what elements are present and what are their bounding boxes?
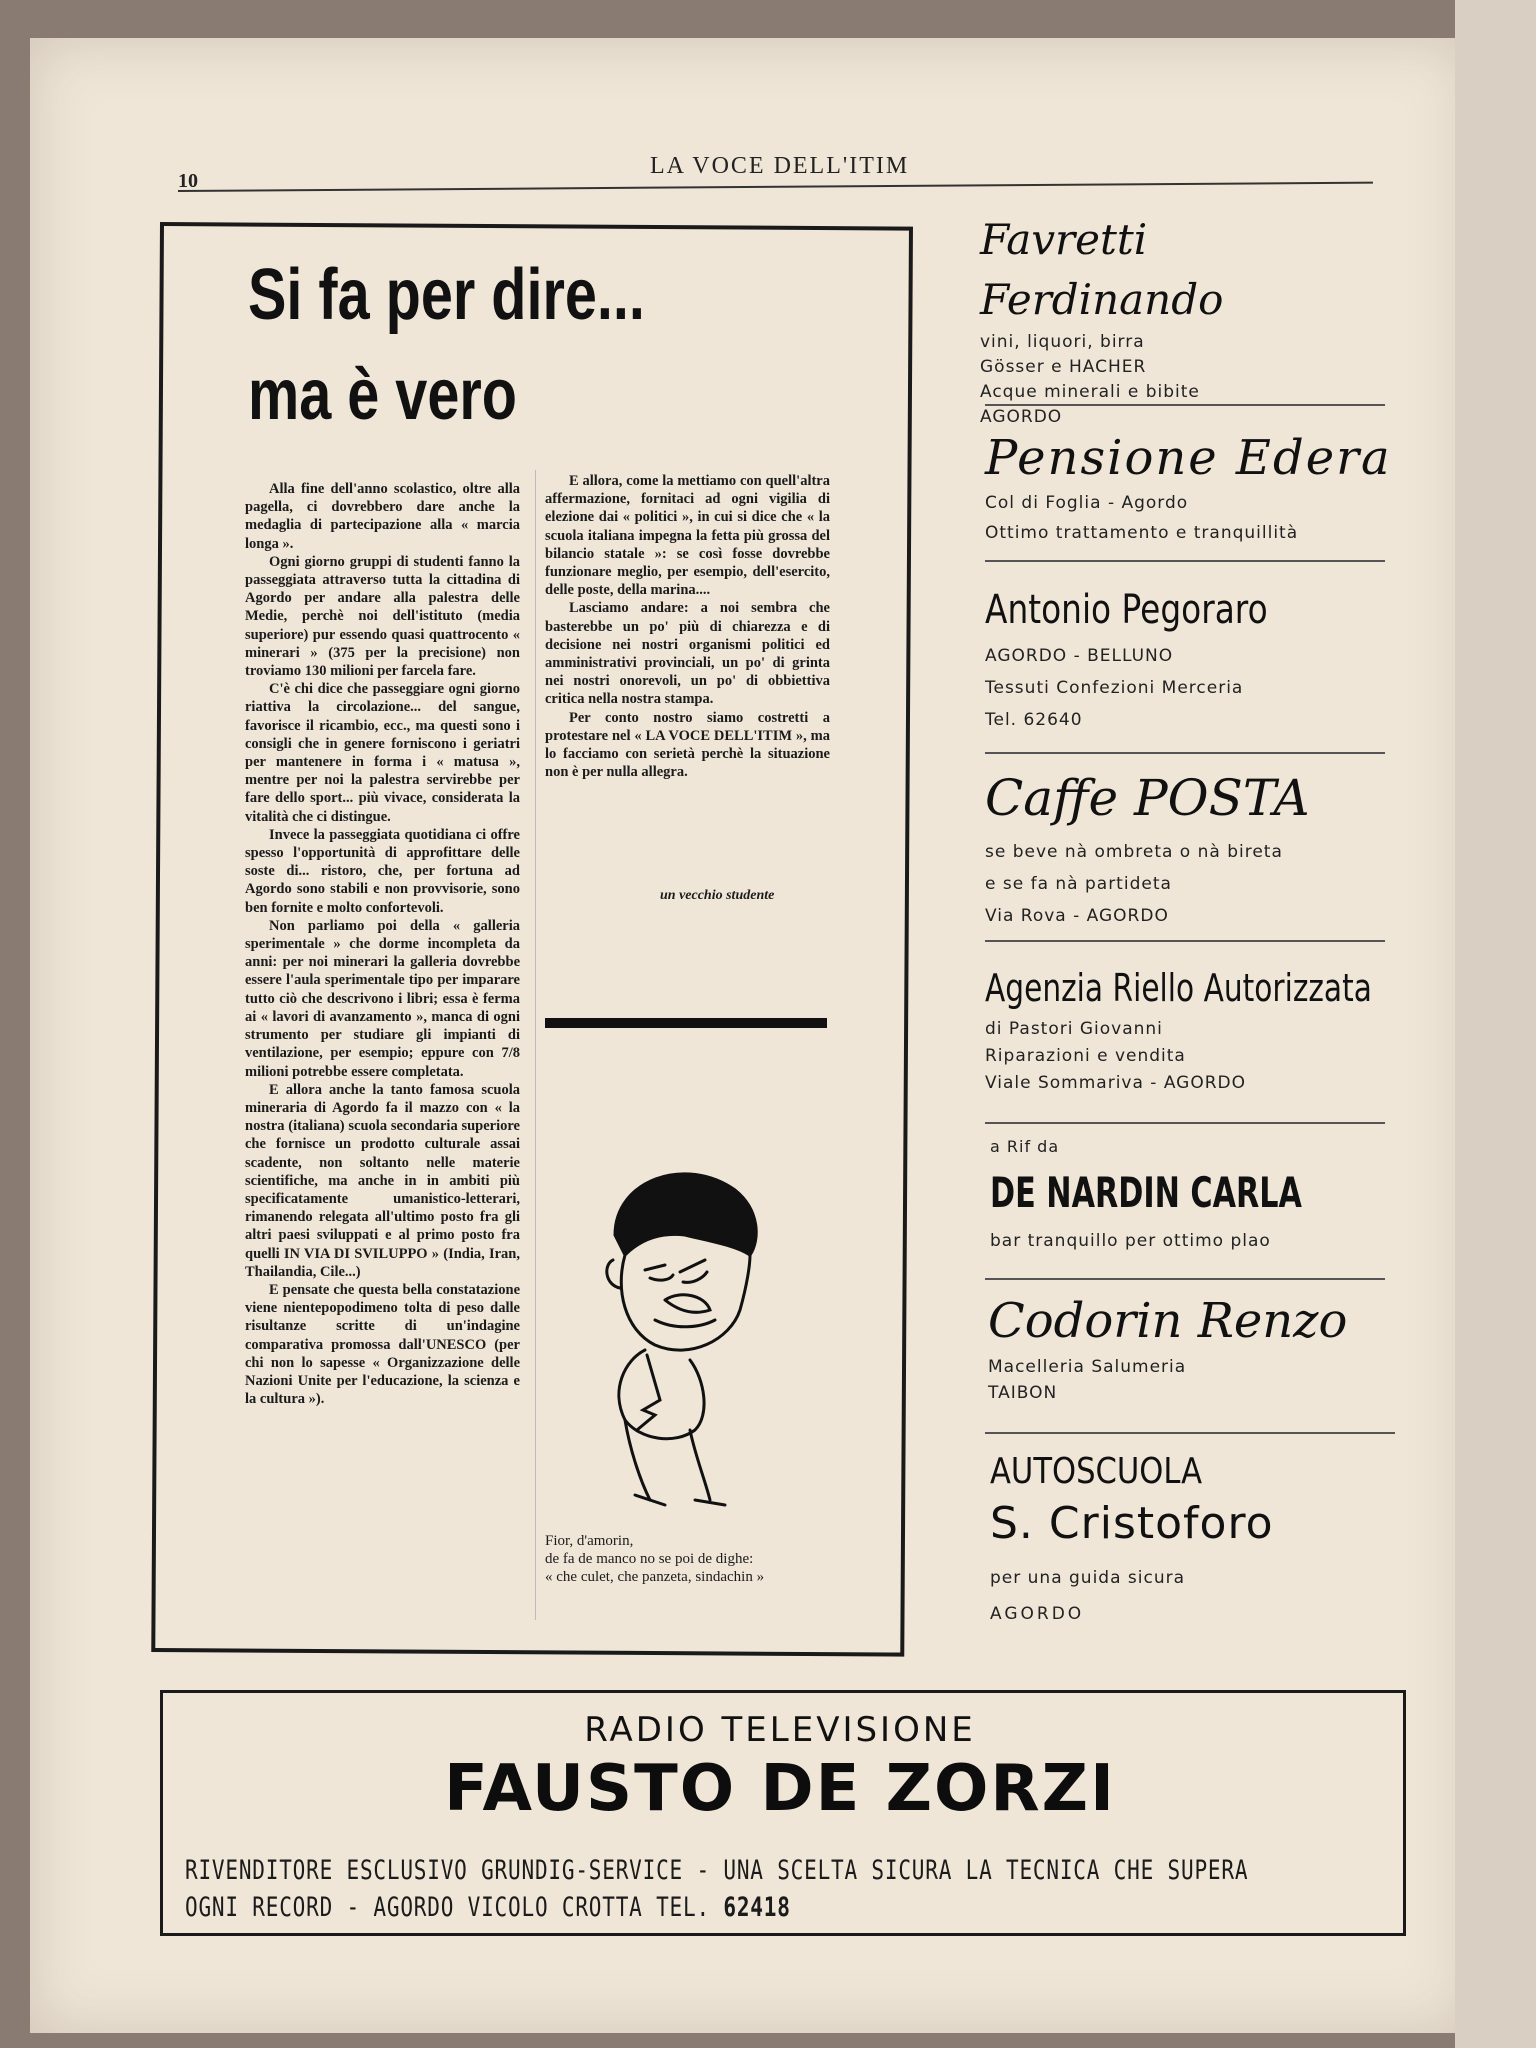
ad-line: Ottimo trattamento e tranquillità — [985, 523, 1299, 543]
ad-agenzia-riello — [985, 960, 1425, 1097]
paragraph: E pensate che questa bella constatazione viene nientepopodimeno tolta di peso dalle risultanze scritte di un'indagine comparativa promossa dall'UNESCO (per chi non lo sapesse « Organizzazione delle Nazioni Unite per l'educazione, la scienza e la cultura »). — [245, 1281, 520, 1408]
ad-line: Riparazioni e vendita — [985, 1046, 1186, 1066]
ad-antonio-pegoraro — [985, 580, 1405, 736]
ad-line: Via Rova - AGORDO — [985, 906, 1169, 926]
ad-divider — [985, 404, 1385, 406]
paragraph: E allora, come la mettiamo con quell'altra affermazione, fornitaci ad ogni vigilia di elezione dai « politici », in cui si dice che « la scuola italiana impegna la fetta più grossa del bilancio statale »: se così fosse dovrebbe funzionare meglio, per esempio, dell'esercito, delle poste, della marina.... — [545, 473, 830, 599]
paragraph: E allora anche la tanto famosa scuola mineraria di Agordo fa il mazzo con « la nostra (italiana) scuola secondaria superiore che fornisce un prodotto culturale assai scadente, non soltanto nelle materie scientifiche, ma anche in in ambiti più specificatamente umanistico-letterari, rimanendo relegata all'ultimo posto fra gli altri paesi sviluppati e al primo posto fra quelli IN VIA DI SVILUPPO » (India, Iran, Thailandia, Cile...) — [245, 1081, 520, 1280]
ad-title: Codorin Renzo — [988, 1293, 1348, 1349]
ad-codorin-renzo — [988, 1288, 1408, 1406]
ad-line: vini, liquori, birra — [980, 332, 1145, 352]
caricature-illustration — [585, 1160, 785, 1510]
paragraph: Lasciamo andare: a noi sembra che basterebbe un po' più di chiarezza e di decisione nei nostri organismi politici ed amministrativi provinciali, un po' di grinta nei nostri onorevoli, un po' di obbiettiva critica nella nostra stampa. — [545, 600, 830, 708]
ad-line: Col di Foglia - Agordo — [985, 493, 1189, 513]
column-divider — [535, 470, 536, 1620]
running-title: LA VOCE DELL'ITIM — [650, 153, 910, 179]
ad-line: se beve nà ombreta o nà bireta — [985, 842, 1283, 862]
ad-caffe-posta — [985, 760, 1405, 932]
ad-line: Gösser e HACHER — [980, 357, 1147, 377]
ad-autoscuola — [990, 1448, 1410, 1632]
ad-title: Favretti Ferdinando — [980, 215, 1224, 324]
ad-line: Tel. 62640 — [985, 710, 1083, 730]
ad-favretti — [980, 210, 1380, 430]
paragraph: Invece la passeggiata quotidiana ci offre spesso l'opportunità di approfittare delle soste di... ristoro, che, per fortuna ad Agordo sono stabili e non provvisorie, sono ben fornite e molto confortevoli. — [245, 826, 520, 916]
ad-line: per una guida sicura — [990, 1568, 1186, 1588]
bottom-ad-name: FAUSTO DE ZORZI — [444, 1752, 1116, 1826]
ad-divider — [985, 560, 1385, 562]
paragraph: Non parliamo poi della « galleria sperimentale » che dorme incompleta da anni: per noi minerari la galleria dovrebbe essere l'aula sperimentale tipo per imparare tutto ciò che descrivono i libri; essa è ferma ai « lavori di avanzamento », manca di ogni strumento per studiare gli impianti di ventilazione, per esempio; eppure con 7/8 milioni potrebbe essere completata. — [245, 917, 520, 1080]
ad-line: AGORDO — [980, 407, 1063, 427]
ad-line: Acque minerali e bibite — [980, 382, 1200, 402]
ad-line: Viale Sommariva - AGORDO — [985, 1073, 1247, 1093]
paragraph: Per conto nostro siamo costretti a protestare nel « LA VOCE DELL'ITIM », ma lo facciamo con serietà perchè la situazione non è per nulla allegra. — [545, 709, 830, 781]
caption-line: de fa de manco no se poi de dighe: — [545, 1551, 754, 1567]
headline-line-1: Si fa per dire... — [248, 255, 645, 335]
ad-line: e se fa nà partideta — [985, 874, 1172, 894]
caption-line: « che culet, che panzeta, sindachin » — [545, 1569, 765, 1585]
ad-line: a Rif da — [990, 1137, 1060, 1156]
ad-divider — [985, 940, 1385, 942]
ad-line: di Pastori Giovanni — [985, 1019, 1163, 1039]
bottom-ad-line-1: RIVENDITORE ESCLUSIVO GRUNDIG-SERVICE - UNA SCELTA SICURA LA TECNICA CHE SUPERA — [185, 1855, 1249, 1886]
ad-title: Pensione Edera — [985, 430, 1392, 486]
paragraph: Ogni giorno gruppi di studenti fanno la passeggiata attraverso tutta la cittadina di Agordo per andare alla palestra delle Medie, perchè noi dell'istituto (media superiore) pur essendo quasi quattrocento « minerari » (375 per la precisione) non troviamo 130 milioni per farcela fare. — [245, 553, 520, 680]
headline-line-2: ma è vero — [248, 355, 517, 435]
ad-line: bar tranquillo per ottimo plao — [990, 1231, 1271, 1251]
ad-line: Macelleria Salumeria — [988, 1357, 1187, 1377]
ad-title: Antonio Pegoraro — [985, 587, 1268, 633]
ad-subtitle: S. Cristoforo — [990, 1498, 1274, 1549]
article-headline — [248, 245, 728, 445]
ad-divider — [985, 1432, 1395, 1434]
article-left-column — [245, 480, 520, 1408]
section-bar — [545, 1018, 827, 1028]
article-signature: un vecchio studente — [660, 888, 775, 903]
ad-line: AGORDO — [990, 1604, 1085, 1624]
ad-divider — [985, 752, 1385, 754]
caricature-caption — [545, 1532, 845, 1586]
ad-line: TAIBON — [988, 1383, 1058, 1403]
ad-title: AUTOSCUOLA — [990, 1451, 1203, 1492]
ad-title: Caffe POSTA — [985, 769, 1310, 827]
bottom-ad-title: RADIO TELEVISIONE — [584, 1710, 976, 1750]
ad-divider — [985, 1278, 1385, 1280]
ad-title: Agenzia Riello Autorizzata — [985, 966, 1372, 1010]
ad-divider — [985, 1122, 1385, 1124]
bottom-ad-phone: 62418 — [723, 1892, 791, 1923]
next-page-edge — [1455, 0, 1536, 2048]
ad-title: DE NARDIN CARLA — [990, 1168, 1302, 1217]
ad-line: AGORDO - BELLUNO — [985, 646, 1174, 666]
paragraph: C'è chi dice che passeggiare ogni giorno riattiva la circolazione... del sangue, favorisce il ricambio, ecc., ma questi sono i consigli che in genere forniscono i geriatri per mantenere in forma i « matusa », mentre per noi la palestra servirebbe per fare dello sport... più vivace, considerata la vitalità che ci distingue. — [245, 681, 520, 825]
ad-pensione-edera — [985, 428, 1405, 548]
ad-de-nardin — [990, 1134, 1410, 1256]
caption-line: Fior, d'amorin, — [545, 1533, 634, 1549]
ad-line: Tessuti Confezioni Merceria — [985, 678, 1244, 698]
page-number: 10 — [178, 170, 198, 192]
paragraph: Alla fine dell'anno scolastico, oltre alla pagella, ci dovrebbero dare anche la medaglia di partecipazione alla « marcia longa ». — [245, 481, 520, 552]
bottom-ad-address: OGNI RECORD - AGORDO VICOLO CROTTA TEL. — [185, 1892, 724, 1923]
article-right-column — [545, 472, 830, 781]
bottom-ad-line-2 — [185, 1892, 1121, 1923]
